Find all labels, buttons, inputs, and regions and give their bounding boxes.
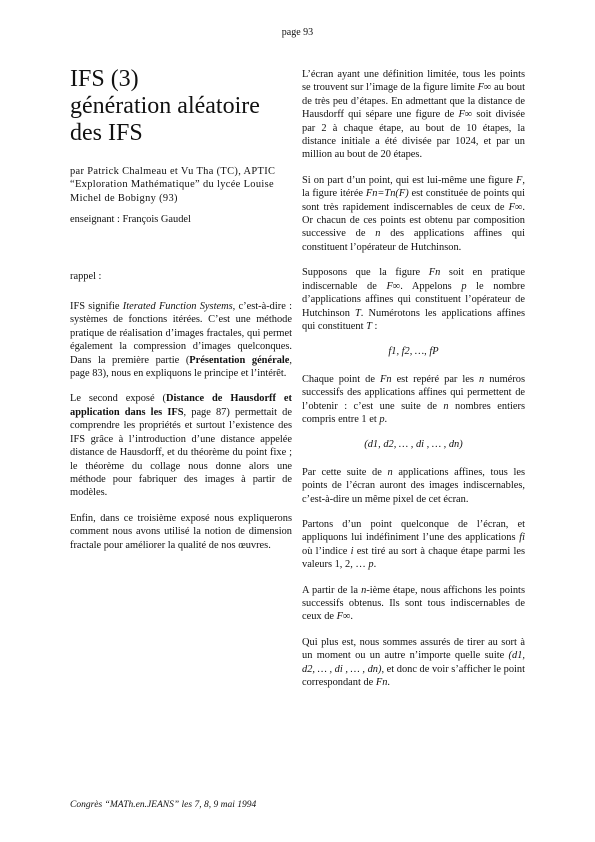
article-title: [70, 66, 292, 147]
teacher: enseignant : François Gaudel: [70, 214, 191, 226]
paragraph-start-point: Si on part d’un point, qui est lui-même une figure F, la figure itérée Fn=Tn(F) est constituée de points qui sont très rapidement indiscernables de ceux de F∞. Or chacun de ces points est obtenu par composition successive de n des applications affines qui constituent l’opérateur de Hutchinson.: [302, 174, 525, 253]
paragraph-suppose: Supposons que la figure Fn soit en pratique indiscernable de F∞. Appelons p le nombre d’applications affines qui constituent l’opérateur de Hutchinson T. Numérotons les applications affines qui constituent T :: [302, 267, 525, 332]
left-column: [70, 66, 292, 564]
footer-conference: Congrès “MATh.en.JEANS” les 7, 8, 9 mai 1994: [70, 800, 257, 810]
paragraph-sequence-maps: Par cette suite de n applications affines, tous les points de l’écran auront des images indiscernables, c’est-à-dire un même pixel de cet écran.: [302, 466, 525, 505]
paragraph-each-point: Chaque point de Fn est repéré par les n numéros successifs des applications affines qui permettent de l’obtenir : c’est une suite de n nombres entiers compris entre 1 et p.: [302, 373, 525, 425]
paragraph-random-sequence: Qui plus est, nous sommes assurés de tirer au sort à un moment ou un autre n’importe quelle suite (d1, d2, … , di , … , dn), et donc de voir s’afficher le point correspondant de Fn.: [302, 636, 525, 689]
page-number: page 93: [281, 27, 314, 38]
right-column: [302, 68, 525, 701]
title-line-1: IFS (3): [70, 66, 139, 92]
paragraph-nth-step: A partir de la n-ième étape, nous affichons les points successifs obtenus. Ils sont tous indiscernables de ceux de F∞.: [302, 584, 525, 623]
paragraph-ifs-definition: IFS signifie Iterated Function Systems, c’est-à-dire : systèmes de fonctions itérées. C’est une méthode pratique de réalisation d’images fractales, qui permet également la compression d’images quelconques. Dans la première partie (Présentation générale, page 83), nous en expliquons le principe et l’intérêt.: [70, 301, 292, 380]
paragraph-random-point: Partons d’un point quelconque de l’écran, et appliquons lui indéfiniment l’une des applications fi où l’indice i est tiré au sort à chaque étape parmi les valeurs 1, 2, … p.: [302, 518, 525, 571]
title-line-2: génération aléatoire: [70, 93, 260, 119]
formula-affine-maps: f1, f2, …, fP: [388, 346, 439, 358]
rappel-label: rappel :: [70, 270, 102, 282]
paragraph-screen-definition: L’écran ayant une définition limitée, tous les points se trouvent sur l’image de la figure limite F∞ au bout de très peu d’étapes. En admettant que la distance de Hausdorff qui sépare une figure de F∞ soit divisée par 2 à chaque étape, au bout de 10 étapes, la distance initiale a été divisée par 1024, et par un million au bout de 20 étapes.: [302, 69, 525, 161]
paragraph-third-expose: Enfin, dans ce troisième exposé nous expliquerons comment nous avons utilisé la notion de dimension fractale pour améliorer la qualité de nos œuvres.: [70, 512, 292, 551]
authors: par Patrick Chalmeau et Vu Tha (TC), APTIC “Exploration Mathématique” du lycée Louise Michel de Bobigny (93): [70, 166, 276, 204]
formula-sequence: (d1, d2, … , di , … , dn): [364, 439, 463, 451]
paragraph-second-expose: Le second exposé (Distance de Hausdorff et application dans les IFS, page 87) permettait de comprendre les propriétés et surtout l’existence des IFS grâce à l’introduction d’une distance appelée distance de Hausdorff, et du théorème du point fixe ; le théorème du collage nous donne alors une méthode pour fabriquer des images à partir de modèles.: [70, 393, 292, 499]
title-line-3: des IFS: [70, 120, 143, 146]
